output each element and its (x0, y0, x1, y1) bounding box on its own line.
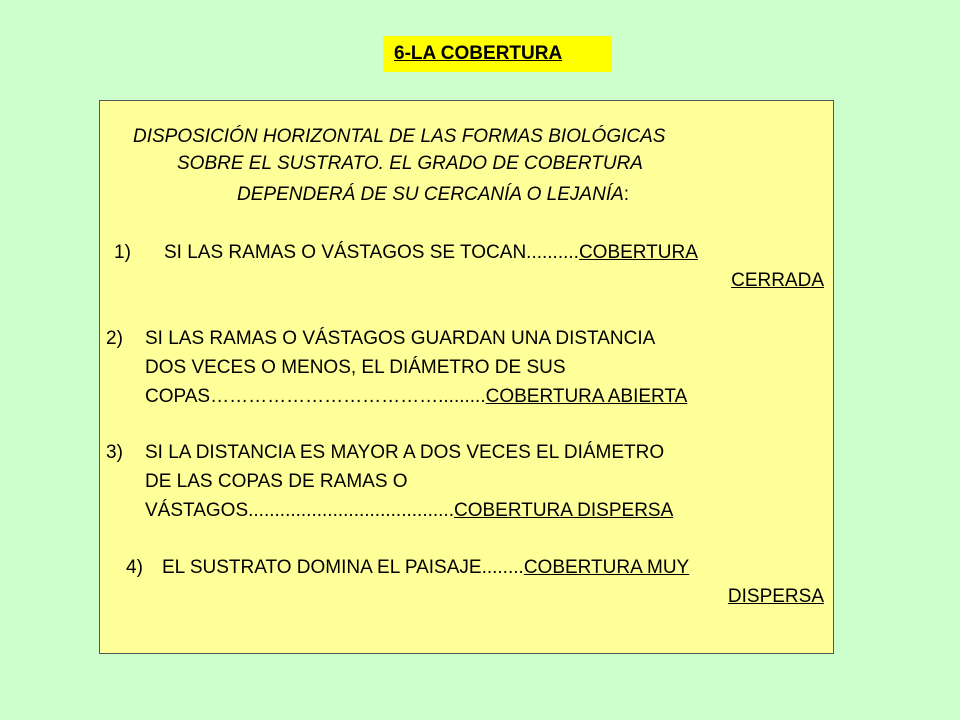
item-4-text: EL SUSTRATO DOMINA EL PAISAJE........ (162, 557, 524, 578)
item-4-result-1: COBERTURA MUY (523, 557, 690, 578)
intro-line-1: DISPOSICIÓN HORIZONTAL DE LAS FORMAS BIOLÓGICAS (133, 126, 666, 147)
item-3-line-1: SI LA DISTANCIA ES MAYOR A DOS VECES EL DIÁMETRO (145, 442, 665, 463)
item-2-line-1: SI LAS RAMAS O VÁSTAGOS GUARDAN UNA DISTANCIA (145, 328, 656, 349)
item-3-line-3 (145, 500, 673, 522)
item-3-line-2: DE LAS COPAS DE RAMAS O (145, 471, 408, 492)
item-2-line-2: DOS VECES O MENOS, EL DIÁMETRO DE SUS (145, 357, 566, 378)
item-1-number: 1) (114, 242, 131, 263)
item-4-line (162, 557, 689, 579)
item-4-number: 4) (126, 557, 143, 578)
item-3-number: 3) (106, 442, 123, 463)
item-1-result-1: COBERTURA (578, 242, 698, 263)
item-4-result-2: DISPERSA (727, 586, 824, 607)
intro-line-2: SOBRE EL SUSTRATO. EL GRADO DE COBERTURA (177, 153, 643, 174)
intro-line-3: DEPENDERÁ DE SU CERCANÍA O LEJANÍA (237, 184, 624, 205)
item-1-result-2: CERRADA (731, 270, 824, 291)
item-3-result: COBERTURA DISPERSA (454, 500, 674, 521)
intro-colon: : (623, 184, 630, 205)
item-2-number: 2) (106, 328, 123, 349)
item-1-line (164, 242, 698, 264)
item-2-line-3-text: COPAS………………………………......... (145, 386, 486, 407)
item-2-line-3 (145, 386, 687, 408)
item-1-text: SI LAS RAMAS O VÁSTAGOS SE TOCAN.......... (164, 242, 579, 263)
item-2-result: COBERTURA ABIERTA (485, 386, 688, 407)
item-3-line-3-text: VÁSTAGOS....................................... (145, 500, 454, 521)
page-title: 6-LA COBERTURA (394, 43, 563, 64)
intro-line-3-wrap (237, 184, 629, 206)
